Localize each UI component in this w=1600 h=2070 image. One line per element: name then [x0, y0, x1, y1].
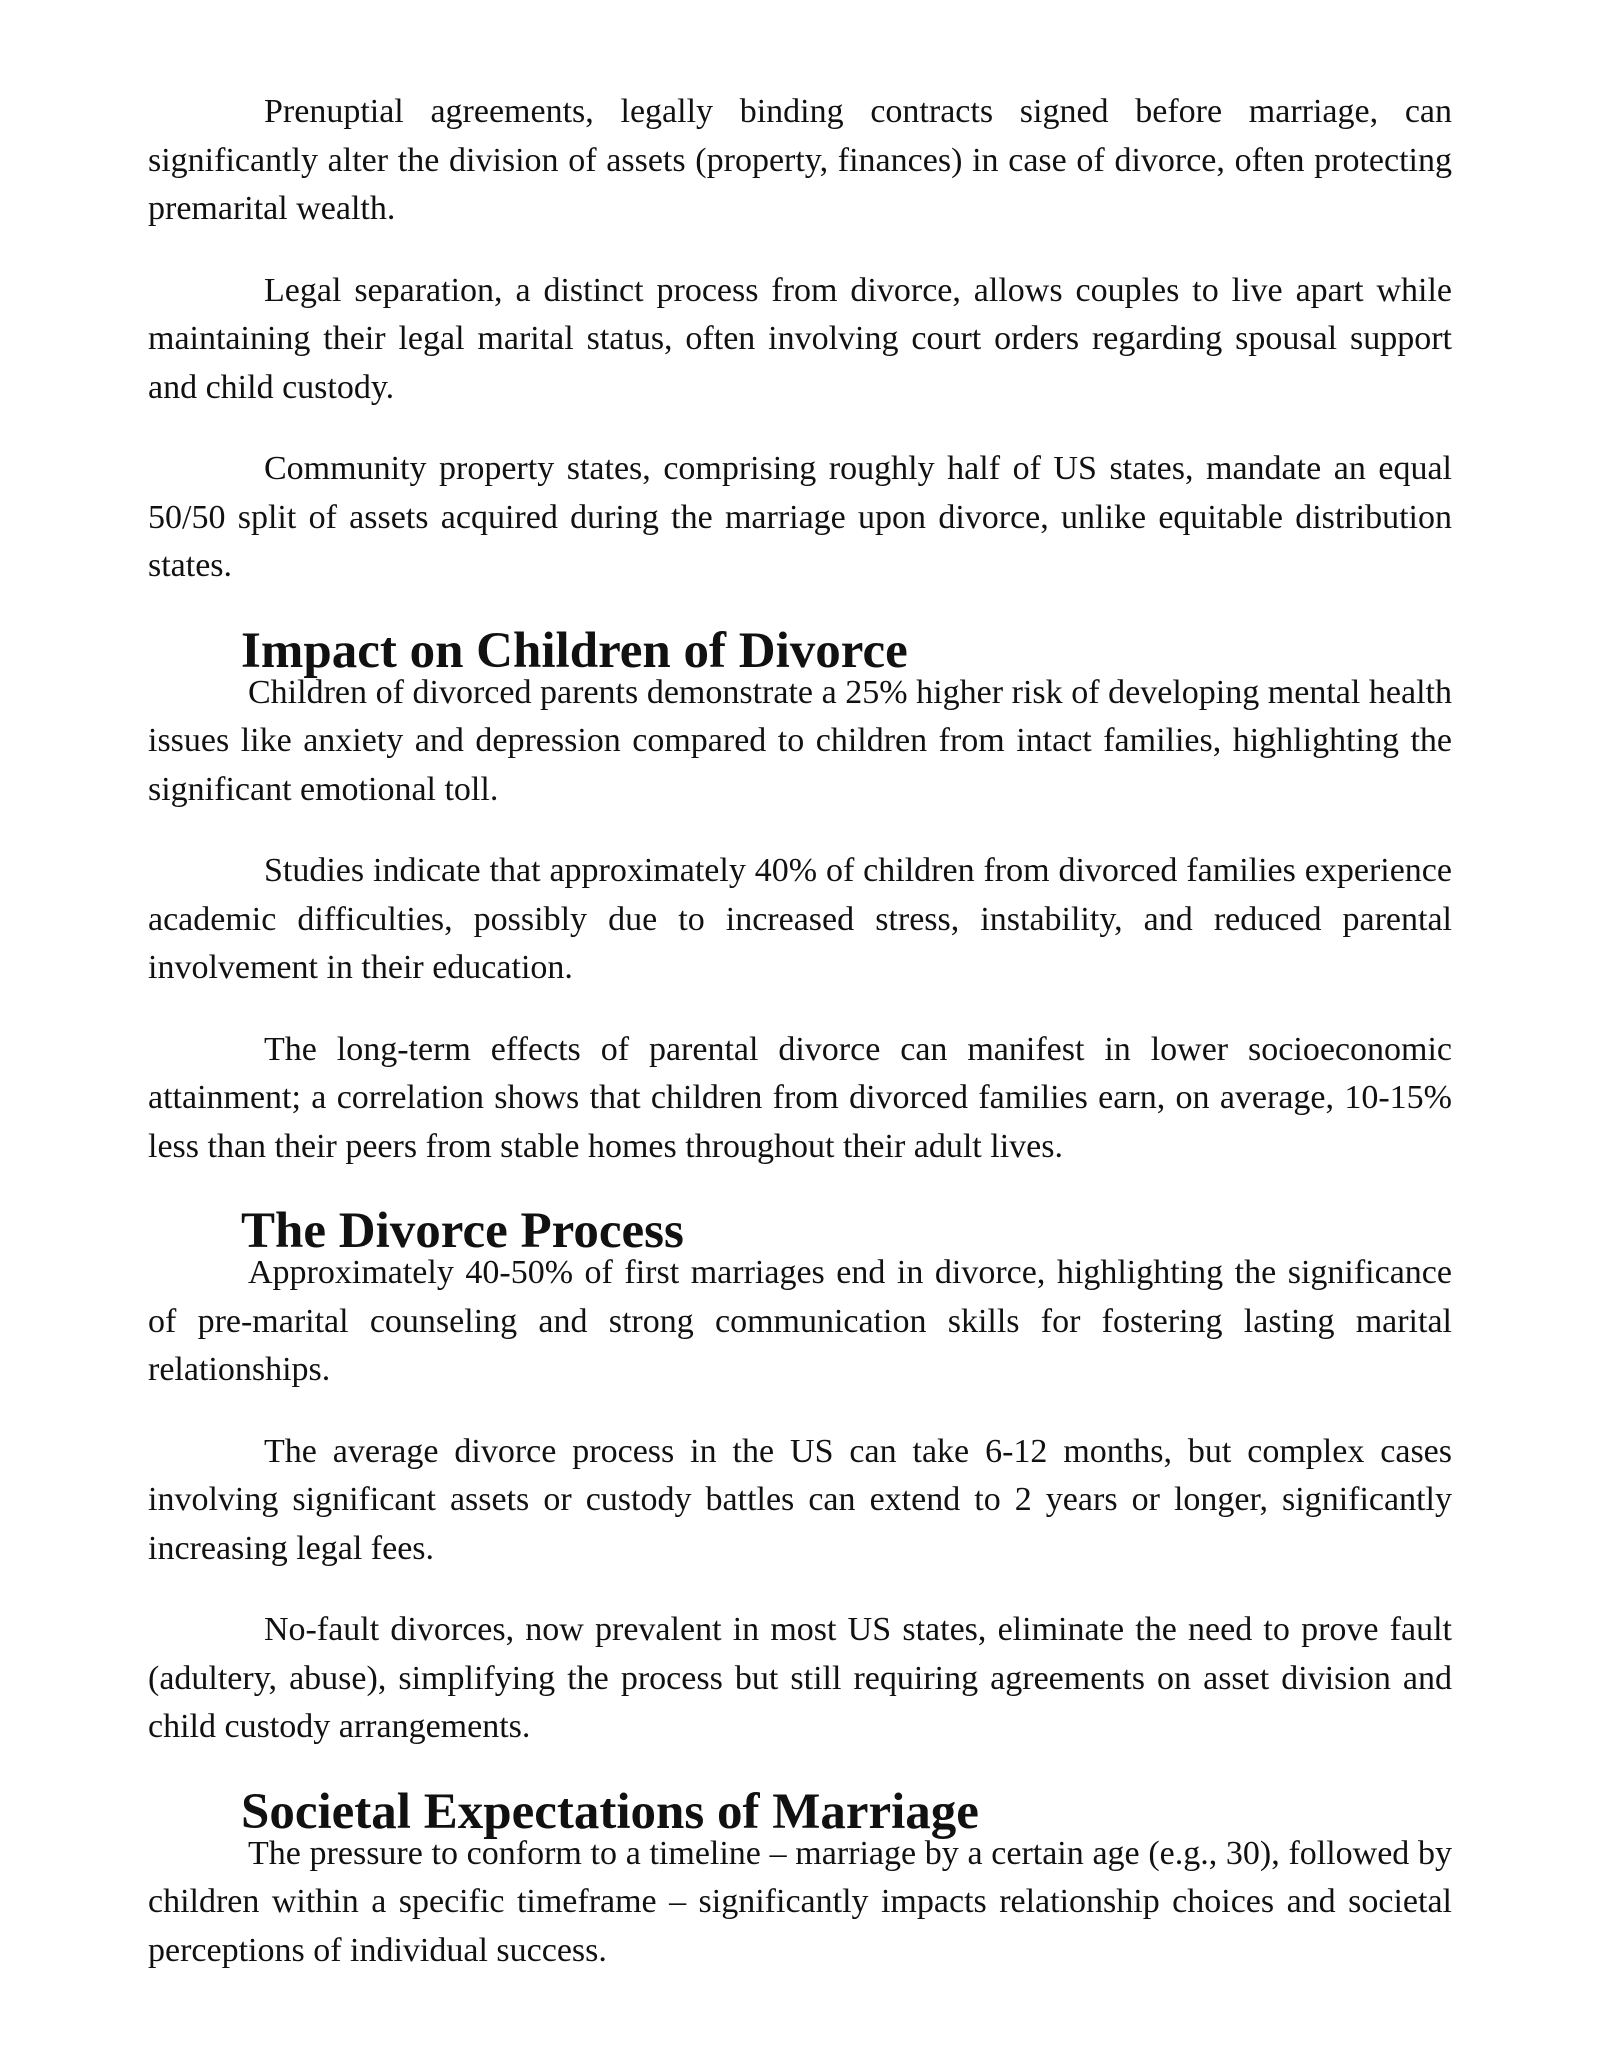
paragraph-legal-separation: Legal separation, a distinct process from divorce, allows couples to live apart while maintaining their legal marital status, often involving court orders regarding spousal support and child custody. — [148, 271, 1452, 406]
paragraph-timeline-pressure: The pressure to conform to a timeline – marriage by a certain age (e.g., 30), followed by children within a specific timeframe – significantly impacts relationship choices and societal perceptions of individual success. — [148, 1834, 1452, 1969]
section-prenuptial-separation — [148, 88, 1452, 591]
paragraph-mental-health-risk: Children of divorced parents demonstrate a 25% higher risk of developing mental health issues like anxiety and depression compared to children from intact families, highlighting the significant emotional toll. — [148, 673, 1452, 808]
heading-divorce-process: The Divorce Process — [241, 1203, 684, 1259]
section-societal-expectations — [148, 1783, 1452, 1976]
paragraph-long-term-effects: The long-term effects of parental divorce can manifest in lower socioeconomic attainment; a correlation shows that children from divorced families earn, on average, 10-15% less than their peers from stable homes throughout their adult lives. — [148, 1030, 1452, 1165]
heading-societal-expectations: Societal Expectations of Marriage — [241, 1783, 979, 1840]
paragraph-community-property: Community property states, comprising roughly half of US states, mandate an equal 50/50 split of assets acquired during the marriage upon divorce, unlike equitable distribution states. — [148, 450, 1452, 584]
paragraph-prenuptial-agreements: Prenuptial agreements, legally binding contracts signed before marriage, can significantly alter the division of assets (property, finances) in case of divorce, often protecting premarital wealth. — [148, 93, 1452, 227]
paragraph-divorce-rate: Approximately 40-50% of first marriages end in divorce, highlighting the significance of pre-marital counseling and strong communication skills for fostering lasting marital relationships. — [148, 1254, 1452, 1388]
document-page — [148, 88, 1452, 2008]
paragraph-process-duration: The average divorce process in the US can take 6-12 months, but complex cases involving significant assets or custody battles can extend to 2 years or longer, significantly increasing legal fees. — [148, 1432, 1452, 1567]
heading-impact-on-children: Impact on Children of Divorce — [241, 622, 908, 679]
paragraph-academic-difficulties: Studies indicate that approximately 40% of children from divorced families experience academic difficulties, possibly due to increased stress, instability, and reduced parental involvement in their education. — [148, 852, 1452, 986]
section-impact-on-children — [148, 622, 1452, 1172]
section-divorce-process — [148, 1203, 1452, 1752]
paragraph-no-fault-divorce: No-fault divorces, now prevalent in most US states, eliminate the need to prove fault (adultery, abuse), simplifying the process but still requiring agreements on asset division and child custody arrangements. — [148, 1611, 1452, 1745]
